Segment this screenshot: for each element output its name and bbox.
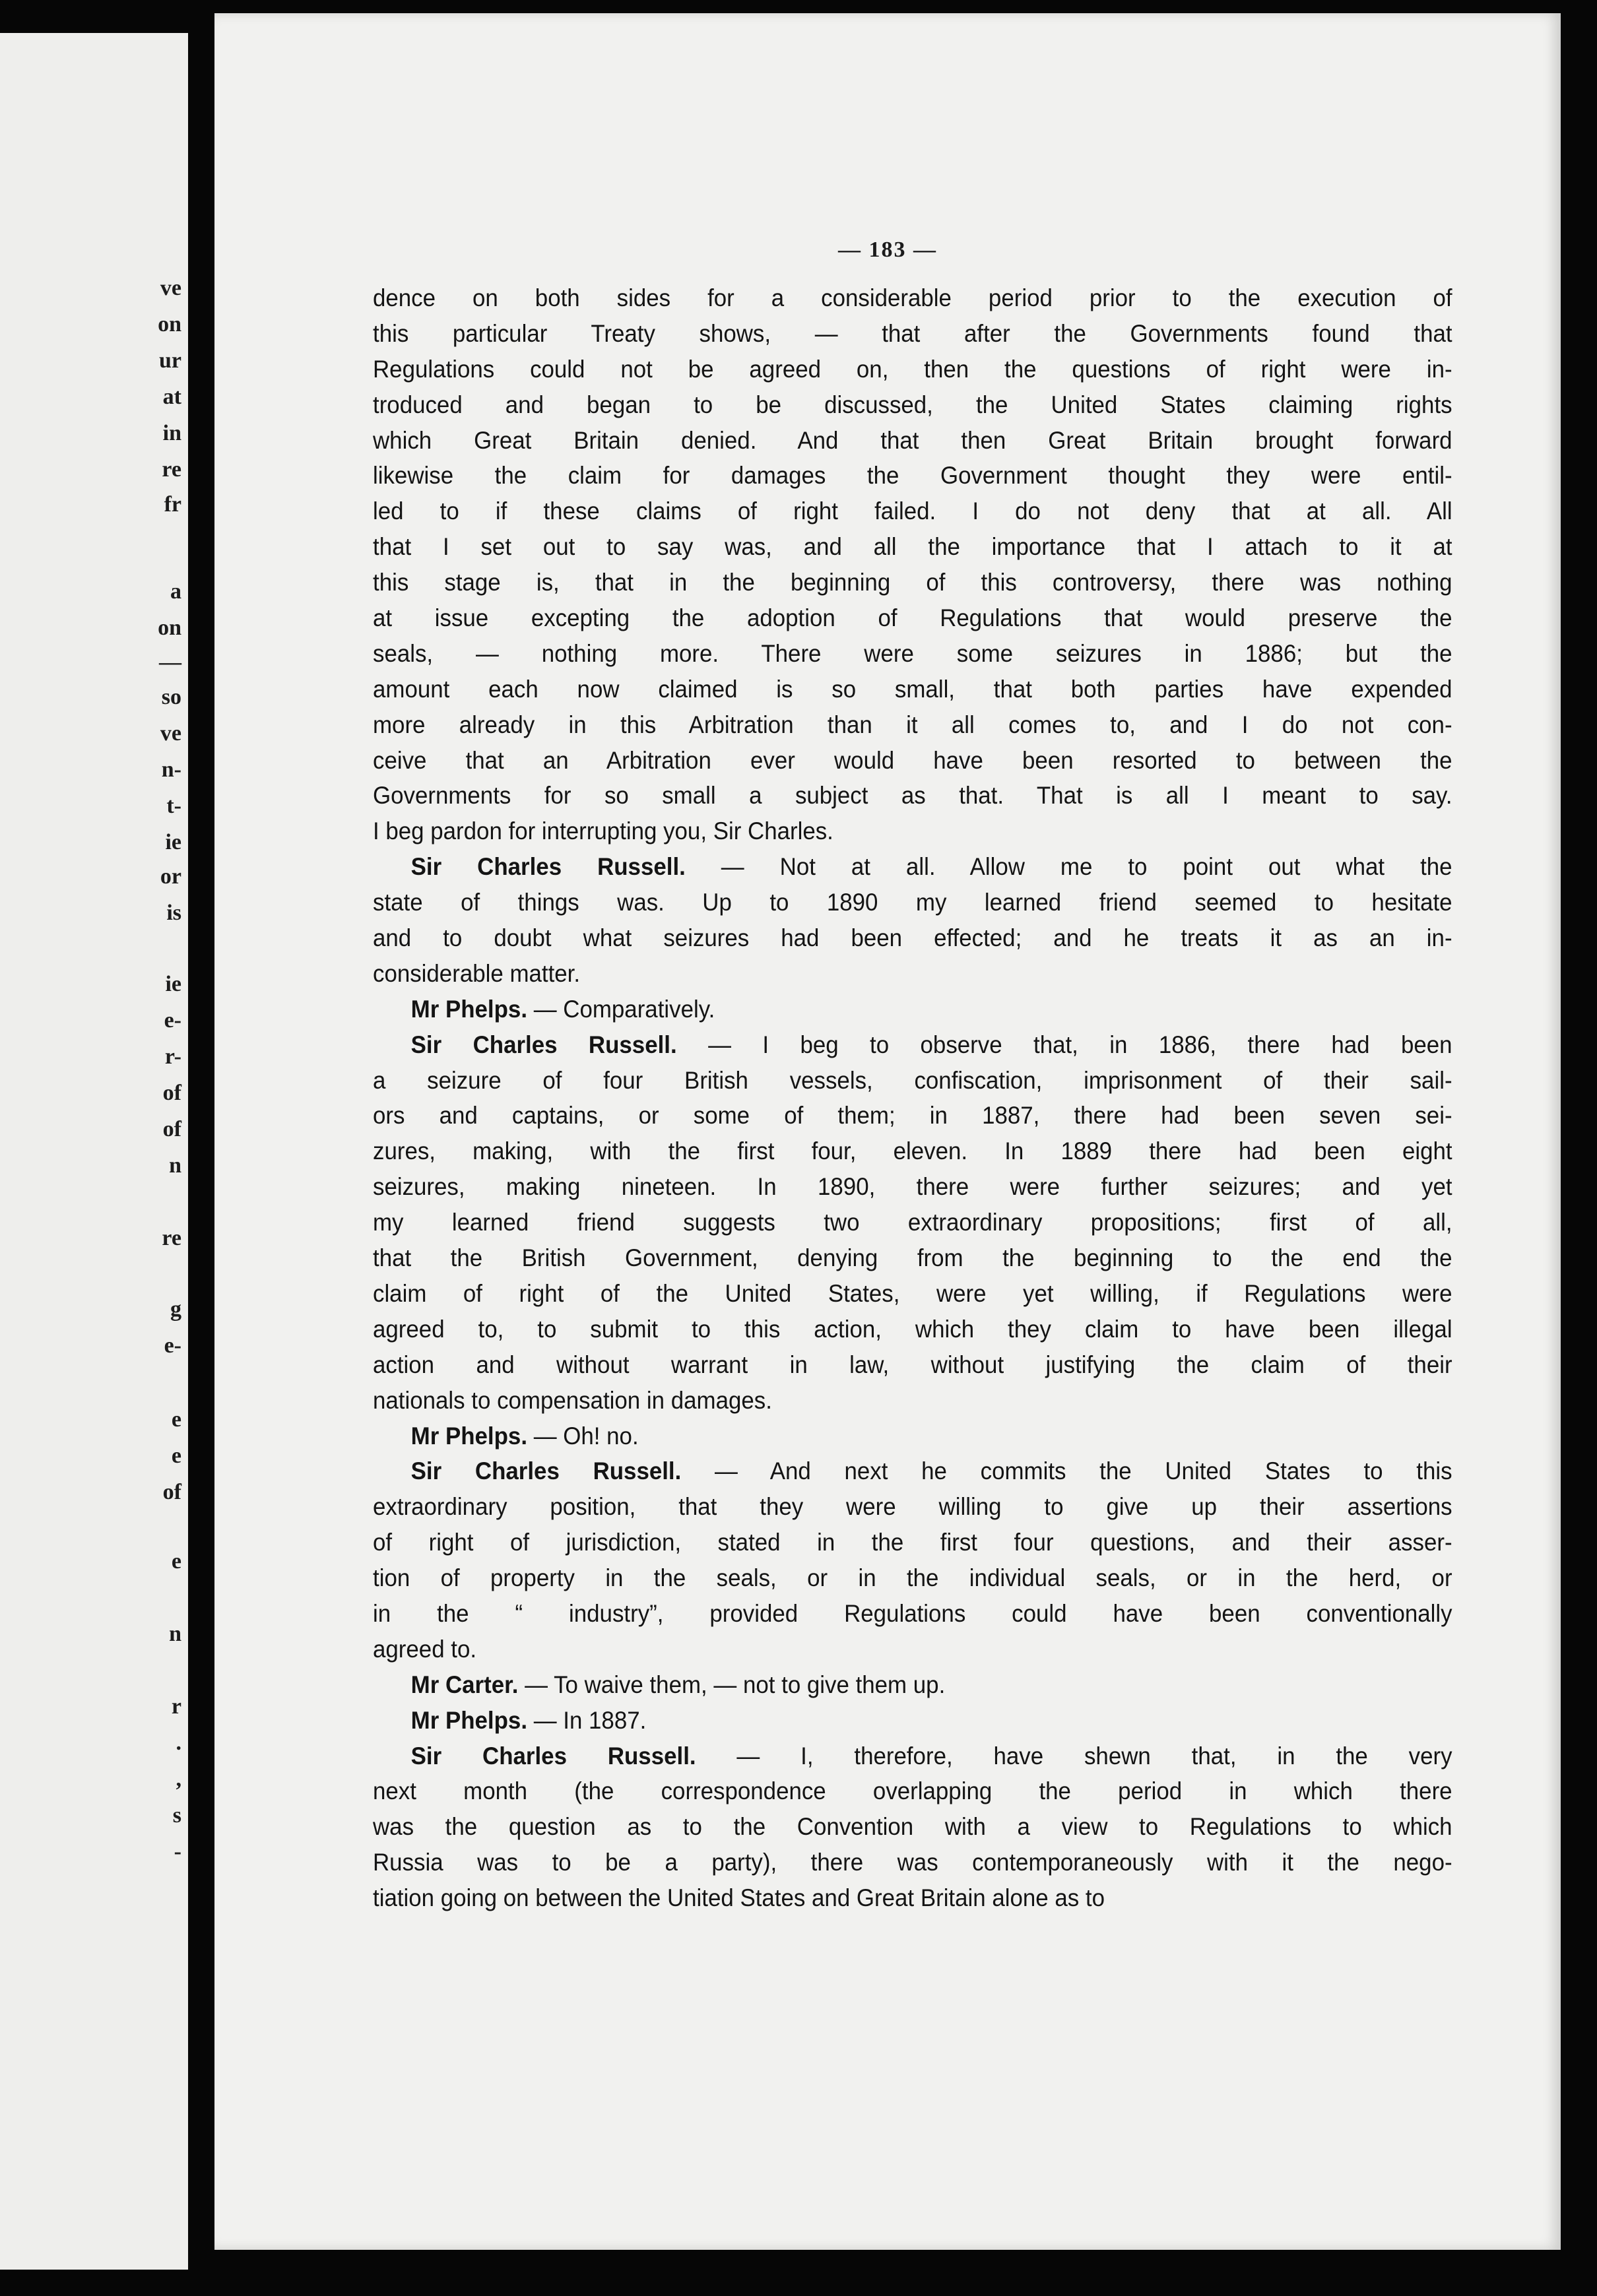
line-text: action and without warrant in law, without justifying the claim of their xyxy=(373,1350,1452,1378)
text-line xyxy=(373,1169,1452,1205)
text-line xyxy=(373,387,1452,423)
line-text: nationals to compensation in damages. xyxy=(373,1386,772,1414)
line-text: was the question as to the Convention with a view to Regulations to which xyxy=(373,1812,1452,1841)
line-text: likewise the claim for damages the Government thought they were entil- xyxy=(373,461,1452,490)
line-text: led to if these claims of right failed. I do not deny that at all. All xyxy=(373,497,1452,525)
previous-page-fragment: on xyxy=(158,312,181,336)
previous-page-fragment: fr xyxy=(164,492,181,517)
previous-page-fragment: n xyxy=(169,1153,181,1178)
line-text: — Oh! no. xyxy=(527,1421,639,1450)
previous-page-fragment: t- xyxy=(166,794,181,818)
text-line xyxy=(373,672,1452,707)
previous-page-fragment: ie xyxy=(165,972,181,996)
previous-page-fragment: so xyxy=(161,685,181,709)
line-text: tiation going on between the United States and Great Britain alone as to xyxy=(373,1884,1105,1912)
line-text: ceive that an Arbitration ever would have been resorted to between the xyxy=(373,746,1452,774)
text-line xyxy=(373,1347,1452,1383)
previous-page-fragment: of xyxy=(162,1480,181,1504)
line-text: next month (the correspondence overlapping the period in which there xyxy=(373,1777,1452,1805)
text-line xyxy=(373,636,1452,672)
text-line xyxy=(373,956,1452,992)
line-text: claim of right of the United States, were yet willing, if Regulations were xyxy=(373,1279,1452,1307)
text-line xyxy=(373,1276,1452,1312)
line-text: in the “ industry”, provided Regulations could have been conventionally xyxy=(373,1599,1452,1627)
text-line xyxy=(373,1809,1452,1845)
line-text: of right of jurisdiction, stated in the first four questions, and their asser- xyxy=(373,1528,1452,1556)
previous-page-fragment: n xyxy=(169,1622,181,1646)
speaker-name: Mr Phelps. xyxy=(410,994,528,1023)
speaker-name: Sir Charles Russell. xyxy=(410,1457,682,1485)
line-text: more already in this Arbitration than it all comes to, and I do not con- xyxy=(373,710,1452,738)
speaker-name: Sir Charles Russell. xyxy=(410,1030,677,1058)
line-text: — I, therefore, have shewn that, in the very xyxy=(696,1741,1452,1770)
line-text: amount each now claimed is so small, that both parties have expended xyxy=(373,674,1452,703)
text-line xyxy=(373,778,1452,813)
line-text: which Great Britain denied. And that then Great Britain brought forward xyxy=(373,426,1452,454)
line-text: — I beg to observe that, in 1886, there had been xyxy=(676,1030,1452,1058)
previous-page-edge xyxy=(0,33,188,2270)
previous-page-fragment: e xyxy=(171,1444,181,1468)
previous-page-fragment: re xyxy=(162,1226,181,1250)
line-text: that the British Government, denying from the beginning to the end the xyxy=(373,1244,1452,1272)
line-text: agreed to. xyxy=(373,1634,477,1663)
previous-page-fragment: e- xyxy=(164,1333,181,1358)
previous-page-fragment: s xyxy=(172,1803,181,1828)
previous-page-fragment: — xyxy=(159,650,181,674)
line-text: this stage is, that in the beginning of this controversy, there was nothing xyxy=(373,568,1452,596)
speaker-name: Mr Phelps. xyxy=(410,1706,528,1734)
line-text: seizures, making nineteen. In 1890, there were further seizures; and yet xyxy=(373,1172,1452,1201)
line-text: Russia was to be a party), there was contemporaneously with it the nego- xyxy=(373,1848,1452,1876)
line-text: state of things was. Up to 1890 my learned friend seemed to hesitate xyxy=(373,888,1452,916)
previous-page-fragment: g xyxy=(170,1297,181,1322)
previous-page-fragment: n- xyxy=(161,757,181,782)
speaker-line xyxy=(373,1419,1452,1454)
previous-page-fragment: re xyxy=(162,457,181,482)
previous-page-fragment: in xyxy=(162,421,181,445)
line-text: agreed to, to submit to this action, which they claim to have been illegal xyxy=(373,1314,1452,1343)
text-line xyxy=(373,707,1452,743)
previous-page-fragment: e- xyxy=(164,1008,181,1033)
speaker-name: Sir Charles Russell. xyxy=(410,852,686,881)
text-line xyxy=(373,885,1452,920)
speaker-name: Mr Carter. xyxy=(410,1670,519,1698)
previous-page-fragment: r- xyxy=(164,1044,181,1069)
line-text: seals, — nothing more. There were some seizures in 1886; but the xyxy=(373,639,1452,667)
previous-page-fragment: of xyxy=(162,1117,181,1141)
line-text: — In 1887. xyxy=(527,1706,647,1734)
line-text: this particular Treaty shows, — that after the Governments found that xyxy=(373,319,1452,347)
text-line xyxy=(373,920,1452,956)
text-line xyxy=(373,1525,1452,1560)
line-text: that I set out to say was, and all the importance that I attach to it at xyxy=(373,532,1452,561)
previous-page-fragment: e xyxy=(171,1549,181,1574)
line-text: — Not at all. Allow me to point out what the xyxy=(685,852,1452,881)
text-line xyxy=(373,743,1452,779)
text-line xyxy=(373,1383,1452,1419)
previous-page-fragment: r xyxy=(171,1694,181,1719)
text-line xyxy=(373,494,1452,529)
previous-page-fragment: of xyxy=(162,1081,181,1105)
previous-page-fragment: ve xyxy=(160,721,181,746)
line-text: troduced and began to be discussed, the United States claiming rights xyxy=(373,390,1452,418)
line-text: — To waive them, — not to give them up. xyxy=(518,1670,946,1698)
line-text: a seizure of four British vessels, confiscation, imprisonment of their sail- xyxy=(373,1066,1452,1094)
speaker-line xyxy=(373,1667,1452,1703)
previous-page-fragment: - xyxy=(174,1839,181,1864)
text-line xyxy=(373,1845,1452,1880)
previous-page-fragment: or xyxy=(160,864,181,889)
previous-page-fragment: ur xyxy=(159,348,181,373)
text-line xyxy=(373,1133,1452,1169)
speaker-line xyxy=(373,992,1452,1027)
previous-page-fragment: on xyxy=(158,616,181,640)
document-page xyxy=(214,13,1561,2250)
text-line xyxy=(373,1063,1452,1099)
line-text: — Comparatively. xyxy=(527,994,715,1023)
previous-page-fragment: a xyxy=(170,579,181,604)
line-text: Governments for so small a subject as that. That is all I meant to say. xyxy=(373,781,1452,810)
line-text: zures, making, with the first four, eleven. In 1889 there had been eight xyxy=(373,1137,1452,1165)
text-line xyxy=(373,458,1452,494)
text-line xyxy=(373,813,1452,849)
line-text: Regulations could not be agreed on, then the questions of right were in- xyxy=(373,354,1452,383)
line-text: my learned friend suggests two extraordinary propositions; first of all, xyxy=(373,1208,1452,1236)
text-line xyxy=(373,1632,1452,1667)
text-line xyxy=(373,280,1452,316)
text-line xyxy=(373,316,1452,352)
text-line xyxy=(373,1098,1452,1133)
previous-page-fragment: at xyxy=(162,385,181,409)
page-number: — 183 — xyxy=(838,238,937,262)
line-text: tion of property in the seals, or in the individual seals, or in the herd, or xyxy=(373,1564,1452,1592)
text-line xyxy=(373,1596,1452,1632)
line-text: extraordinary position, that they were willing to give up their assertions xyxy=(373,1492,1452,1521)
speaker-line xyxy=(373,1453,1452,1489)
text-line xyxy=(373,600,1452,636)
previous-page-fragment: e xyxy=(171,1407,181,1432)
line-text: and to doubt what seizures had been effected; and he treats it as an in- xyxy=(373,924,1452,952)
previous-page-fragment: is xyxy=(166,901,181,925)
text-line xyxy=(373,1240,1452,1276)
text-line xyxy=(373,529,1452,565)
line-text: considerable matter. xyxy=(373,959,581,987)
text-line xyxy=(373,1560,1452,1596)
speaker-line xyxy=(373,1738,1452,1774)
speaker-name: Sir Charles Russell. xyxy=(410,1741,696,1770)
previous-page-fragment: ie xyxy=(165,830,181,854)
line-text: — And next he commits the United States to this xyxy=(681,1457,1452,1485)
line-text: I beg pardon for interrupting you, Sir Charles. xyxy=(373,817,833,845)
text-line xyxy=(373,1880,1452,1916)
speaker-line xyxy=(373,1703,1452,1738)
text-line xyxy=(373,423,1452,459)
speaker-line xyxy=(373,849,1452,885)
page-body-text xyxy=(373,280,1452,1916)
previous-page-fragment: . xyxy=(176,1731,181,1755)
line-text: dence on both sides for a considerable period prior to the execution of xyxy=(373,284,1452,311)
line-text: ors and captains, or some of them; in 1887, there had been seven sei- xyxy=(373,1101,1452,1130)
line-text: at issue excepting the adoption of Regulations that would preserve the xyxy=(373,604,1452,632)
text-line xyxy=(373,565,1452,600)
text-line xyxy=(373,1773,1452,1809)
text-line xyxy=(373,1312,1452,1347)
speaker-line xyxy=(373,1027,1452,1063)
text-line xyxy=(373,352,1452,387)
text-line xyxy=(373,1489,1452,1525)
previous-page-fragment: ve xyxy=(160,276,181,300)
speaker-name: Mr Phelps. xyxy=(410,1421,528,1450)
text-line xyxy=(373,1205,1452,1240)
previous-page-fragment: , xyxy=(176,1767,181,1791)
